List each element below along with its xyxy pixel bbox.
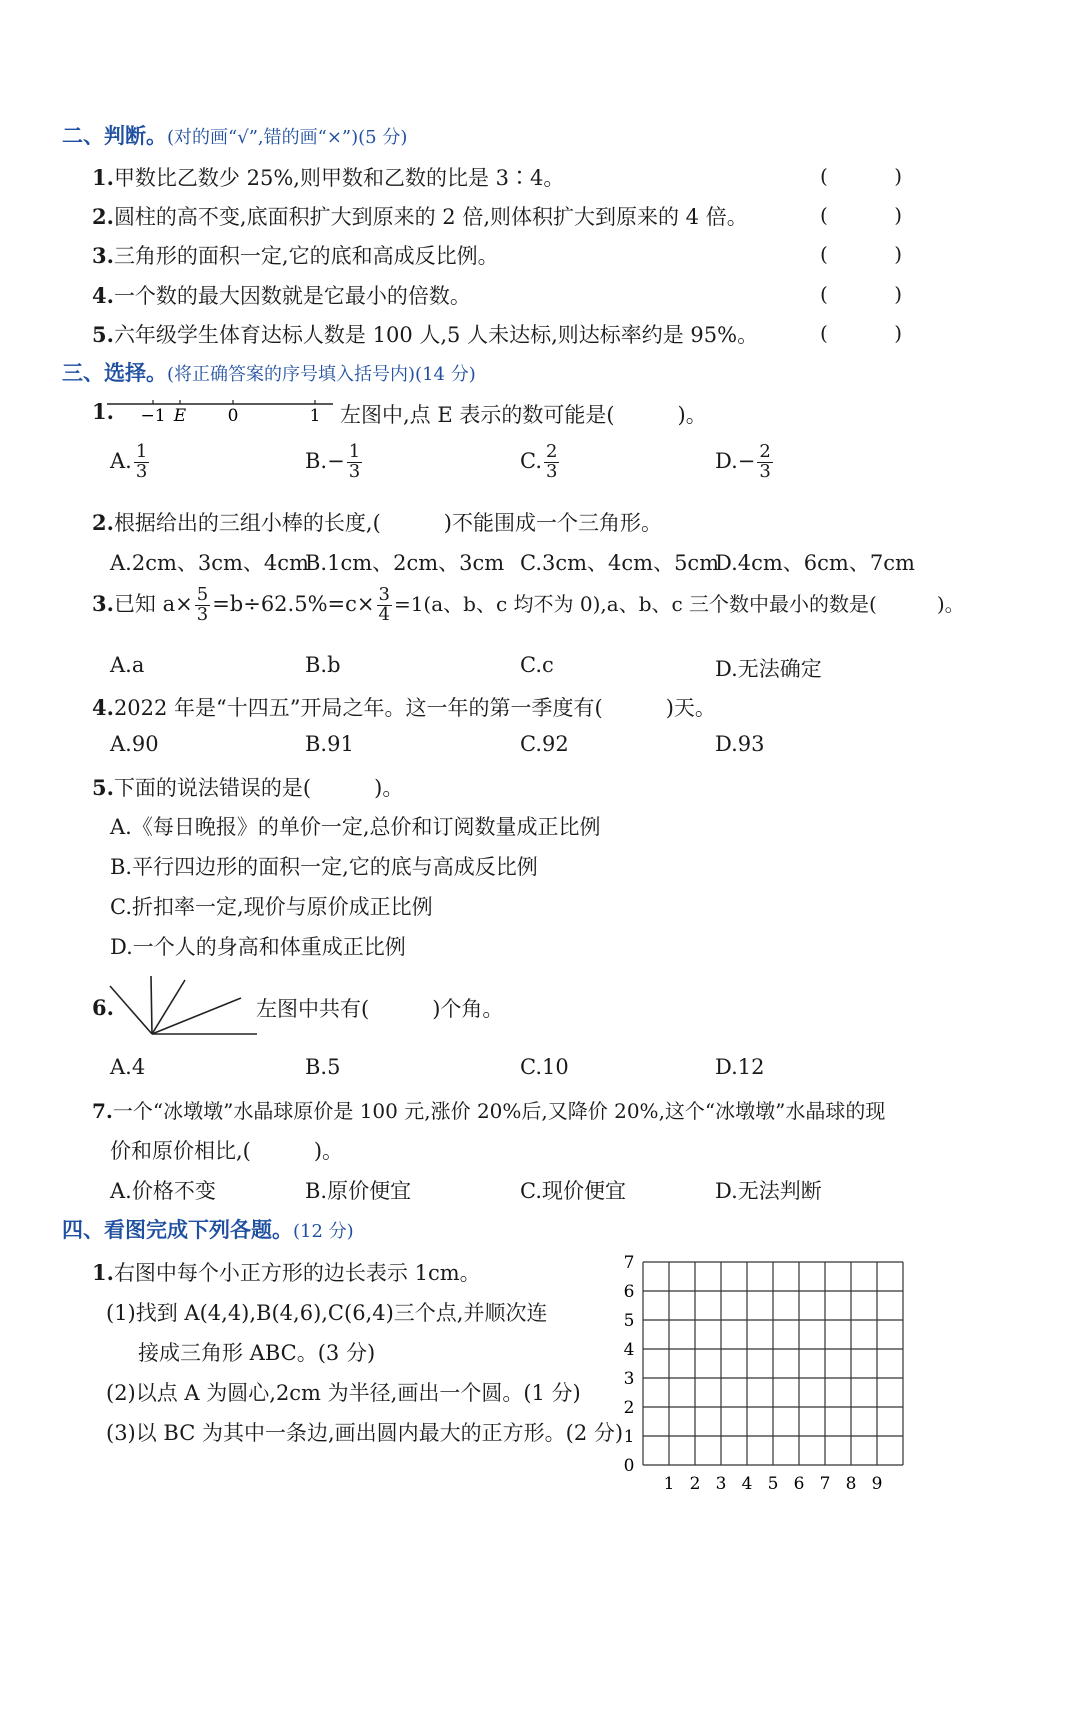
paren-close: ) bbox=[894, 203, 902, 227]
tick-label: 0 bbox=[227, 406, 239, 426]
q3-text-part: 已知 a× bbox=[113, 591, 193, 616]
x-axis-label: 7 bbox=[819, 1474, 831, 1494]
paren-close: ) bbox=[894, 164, 902, 188]
y-axis-label: 4 bbox=[623, 1340, 635, 1360]
denominator: 4 bbox=[378, 603, 390, 625]
q5-option-d[interactable]: D.一个人的身高和体重成正比例 bbox=[110, 935, 406, 959]
section-3-heading bbox=[62, 357, 476, 387]
judge-item-3 bbox=[92, 240, 499, 270]
option-sign: − bbox=[737, 448, 756, 473]
judge-item-1 bbox=[92, 162, 564, 192]
s4-q1-intro bbox=[92, 1257, 481, 1287]
answer-blank-4[interactable] bbox=[820, 282, 902, 306]
q4 bbox=[92, 692, 716, 722]
denominator: 3 bbox=[135, 460, 148, 482]
judge-item-num: 2. bbox=[92, 204, 114, 229]
q5-number: 5. bbox=[92, 775, 114, 800]
s4-q1-part2: (2)以点 A 为圆心,2cm 为半径,画出一个圆。(1 分) bbox=[106, 1381, 581, 1405]
numerator: 3 bbox=[378, 584, 390, 605]
q4-option-a[interactable]: A.90 bbox=[110, 732, 159, 756]
q6-text: 左图中共有( )个角。 bbox=[256, 997, 504, 1021]
q6-option-a[interactable]: A.4 bbox=[110, 1055, 146, 1079]
q6-option-d[interactable]: D.12 bbox=[715, 1055, 765, 1079]
section-3-note: (将正确答案的序号填入括号内)(14 分) bbox=[167, 364, 476, 385]
q1-text: 左图中,点 E 表示的数可能是( )。 bbox=[340, 403, 707, 427]
x-axis-label: 2 bbox=[689, 1474, 701, 1494]
coordinate-grid[interactable] bbox=[615, 1250, 915, 1495]
q2-option-d[interactable]: D.4cm、6cm、7cm bbox=[715, 551, 915, 575]
q5-option-a[interactable]: A.《每日晚报》的单价一定,总价和订阅数量成正比例 bbox=[110, 815, 601, 839]
q1-option-b[interactable] bbox=[305, 443, 364, 482]
paren-close: ) bbox=[894, 282, 902, 306]
s4-q1-number: 1. bbox=[92, 1260, 114, 1285]
section-4-heading bbox=[62, 1214, 354, 1244]
q3-option-d[interactable]: D.无法确定 bbox=[715, 657, 822, 681]
q2 bbox=[92, 507, 662, 537]
q2-option-c[interactable]: C.3cm、4cm、5cm bbox=[520, 551, 720, 575]
q3-text-part: =b÷62.5%=c× bbox=[212, 591, 375, 616]
q1-option-a[interactable] bbox=[110, 443, 151, 482]
q3-option-a[interactable]: A.a bbox=[110, 653, 145, 677]
fraction bbox=[195, 586, 210, 625]
q5 bbox=[92, 772, 403, 802]
q4-number: 4. bbox=[92, 695, 114, 720]
q1-option-c[interactable] bbox=[520, 443, 561, 482]
option-prefix: B. bbox=[305, 448, 328, 473]
judge-item-5 bbox=[92, 319, 758, 349]
judge-item-text: 一个数的最大因数就是它最小的倍数。 bbox=[113, 284, 471, 308]
section-2-note: (对的画“√”,错的画“×”)(5 分) bbox=[167, 127, 408, 148]
x-axis-label: 4 bbox=[741, 1474, 753, 1494]
y-axis-label: 3 bbox=[623, 1369, 635, 1389]
option-prefix: D. bbox=[715, 448, 738, 473]
paren-open: ( bbox=[820, 242, 828, 266]
option-prefix: C. bbox=[520, 448, 542, 473]
y-axis-label: 0 bbox=[623, 1456, 635, 1476]
q3-option-c[interactable]: C.c bbox=[520, 653, 554, 677]
judge-item-num: 5. bbox=[92, 322, 114, 347]
q7-text-line2: 价和原价相比,( )。 bbox=[110, 1139, 344, 1163]
judge-item-text: 三角形的面积一定,它的底和高成反比例。 bbox=[113, 244, 499, 268]
q4-text: 2022 年是“十四五”开局之年。这一年的第一季度有( )天。 bbox=[113, 696, 716, 720]
fraction bbox=[377, 586, 392, 625]
s4-q1-intro-text: 右图中每个小正方形的边长表示 1cm。 bbox=[113, 1261, 481, 1285]
q4-option-b[interactable]: B.91 bbox=[305, 732, 354, 756]
paren-open: ( bbox=[820, 164, 828, 188]
q4-option-c[interactable]: C.92 bbox=[520, 732, 569, 756]
denominator: 3 bbox=[546, 460, 558, 482]
section-4-note: (12 分) bbox=[293, 1221, 354, 1242]
q7-option-c[interactable]: C.现价便宜 bbox=[520, 1179, 626, 1203]
q7-option-a[interactable]: A.价格不变 bbox=[110, 1179, 216, 1203]
q2-option-b[interactable]: B.1cm、2cm、3cm bbox=[305, 551, 505, 575]
judge-item-num: 4. bbox=[92, 283, 114, 308]
q3-text-part: =1(a、b、c 均不为 0),a、b、c 三个数中最小的数是( )。 bbox=[393, 591, 965, 616]
x-axis-label: 6 bbox=[793, 1474, 805, 1494]
q5-option-b[interactable]: B.平行四边形的面积一定,它的底与高成反比例 bbox=[110, 855, 538, 879]
paren-open: ( bbox=[820, 321, 828, 345]
paren-open: ( bbox=[820, 282, 828, 306]
q1-number: 1. bbox=[92, 399, 114, 424]
judge-item-2 bbox=[92, 201, 748, 231]
answer-blank-3[interactable] bbox=[820, 242, 902, 266]
point-e-label: E bbox=[173, 406, 187, 426]
numerator: 2 bbox=[759, 441, 771, 462]
q7-text-line1: 一个“冰墩墩”水晶球原价是 100 元,涨价 20%后,又降价 20%,这个“冰墩墩”水晶球的现 bbox=[112, 1099, 886, 1123]
ray bbox=[110, 986, 152, 1034]
denominator: 3 bbox=[759, 460, 771, 482]
q7 bbox=[92, 1095, 885, 1124]
ray bbox=[152, 980, 185, 1034]
y-axis-label: 2 bbox=[623, 1398, 635, 1418]
s4-q1-part3: (3)以 BC 为其中一条边,画出圆内最大的正方形。(2 分) bbox=[106, 1421, 624, 1445]
x-axis-label: 9 bbox=[871, 1474, 883, 1494]
denominator: 3 bbox=[348, 460, 361, 482]
q7-number: 7. bbox=[92, 1099, 113, 1123]
q3-option-b[interactable]: B.b bbox=[305, 653, 341, 677]
section-2-title: 二、判断。 bbox=[62, 124, 167, 148]
q2-text: 根据给出的三组小棒的长度,( )不能围成一个三角形。 bbox=[113, 511, 662, 535]
section-3-title: 三、选择。 bbox=[62, 361, 167, 385]
x-axis-label: 8 bbox=[845, 1474, 857, 1494]
fraction bbox=[134, 443, 149, 482]
q7-option-b[interactable]: B.原价便宜 bbox=[305, 1179, 412, 1203]
q5-option-c[interactable]: C.折扣率一定,现价与原价成正比例 bbox=[110, 895, 433, 919]
y-axis-label: 7 bbox=[623, 1253, 635, 1273]
numerator: 2 bbox=[546, 441, 558, 462]
paren-close: ) bbox=[894, 242, 902, 266]
judge-item-text: 六年级学生体育达标人数是 100 人,5 人未达标,则达标率约是 95%。 bbox=[113, 323, 759, 347]
numerator: 5 bbox=[196, 584, 209, 605]
section-4-title: 四、看图完成下列各题。 bbox=[62, 1218, 293, 1242]
x-axis-label: 1 bbox=[663, 1474, 675, 1494]
fraction bbox=[347, 443, 362, 482]
numerator: 1 bbox=[348, 441, 361, 462]
q4-option-d[interactable]: D.93 bbox=[715, 732, 765, 756]
answer-blank-5[interactable] bbox=[820, 321, 902, 345]
judge-item-num: 3. bbox=[92, 243, 114, 268]
x-axis-label: 5 bbox=[767, 1474, 779, 1494]
q1-option-d[interactable] bbox=[715, 443, 775, 482]
ray bbox=[152, 998, 241, 1034]
q6-number: 6. bbox=[92, 995, 114, 1020]
option-prefix: A. bbox=[110, 448, 132, 473]
denominator: 3 bbox=[196, 603, 209, 625]
y-axis-label: 5 bbox=[623, 1311, 635, 1331]
tick-label: 1 bbox=[309, 406, 321, 426]
section-2-heading bbox=[62, 120, 407, 150]
option-sign: − bbox=[327, 448, 345, 473]
answer-blank-2[interactable] bbox=[820, 203, 902, 227]
ray bbox=[151, 976, 152, 1034]
q5-text: 下面的说法错误的是( )。 bbox=[113, 776, 404, 800]
q2-option-a[interactable]: A.2cm、3cm、4cm bbox=[110, 551, 309, 575]
q6-option-b[interactable]: B.5 bbox=[305, 1055, 341, 1079]
judge-item-4 bbox=[92, 280, 471, 310]
q3 bbox=[92, 586, 965, 625]
q2-number: 2. bbox=[92, 510, 114, 535]
q7-option-d[interactable]: D.无法判断 bbox=[715, 1179, 822, 1203]
judge-item-num: 1. bbox=[92, 165, 114, 190]
tick-label: −1 bbox=[140, 406, 166, 426]
s4-q1-part1-line1: (1)找到 A(4,4),B(4,6),C(6,4)三个点,并顺次连 bbox=[106, 1301, 548, 1325]
numerator: 1 bbox=[135, 441, 148, 462]
number-line-figure bbox=[105, 396, 335, 428]
q6-option-c[interactable]: C.10 bbox=[520, 1055, 569, 1079]
fraction bbox=[544, 443, 559, 482]
q3-number: 3. bbox=[92, 590, 114, 616]
y-axis-label: 1 bbox=[623, 1427, 635, 1447]
y-axis-label: 6 bbox=[623, 1282, 635, 1302]
angles-figure bbox=[105, 972, 265, 1044]
judge-item-text: 甲数比乙数少 25%,则甲数和乙数的比是 3∶4。 bbox=[113, 166, 565, 190]
paren-close: ) bbox=[894, 321, 902, 345]
paren-open: ( bbox=[820, 203, 828, 227]
judge-item-text: 圆柱的高不变,底面积扩大到原来的 2 倍,则体积扩大到原来的 4 倍。 bbox=[113, 205, 748, 229]
answer-blank-1[interactable] bbox=[820, 164, 902, 188]
s4-q1-part1-line2: 接成三角形 ABC。(3 分) bbox=[138, 1341, 376, 1365]
x-axis-label: 3 bbox=[715, 1474, 727, 1494]
fraction bbox=[757, 443, 772, 482]
